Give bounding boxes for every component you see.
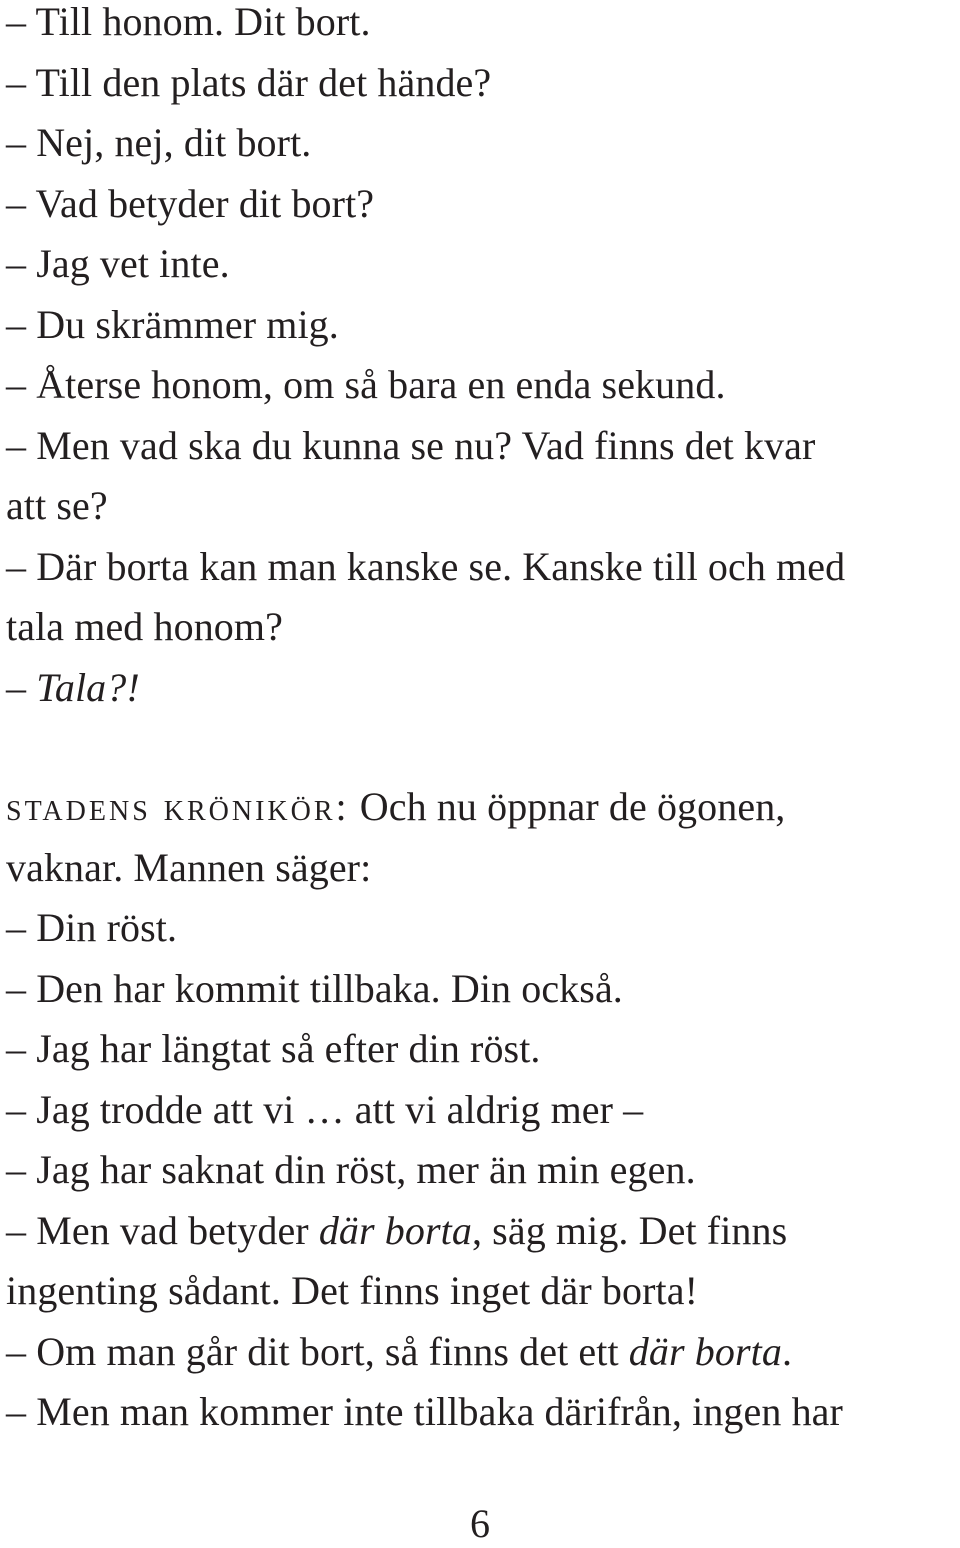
speaker-name: stadens krönikör: — [6, 784, 350, 829]
text-line: – Jag trodde att vi … att vi aldrig mer – — [6, 1086, 644, 1132]
text-line: – Jag har saknat din röst, mer än min egen. — [6, 1147, 696, 1192]
speaker-line — [6, 777, 960, 838]
text-line-italic: – Tala?! — [6, 664, 140, 710]
page-number: 6 — [470, 1501, 490, 1546]
text-line: – Till den plats där det hände? — [6, 59, 492, 105]
section-gap — [6, 718, 960, 777]
text-segment: . — [781, 1328, 793, 1374]
text-line: tala med honom? — [6, 604, 283, 649]
text-segment: – Om man går dit bort, så finns det ett — [6, 1328, 629, 1374]
text-line: att se? — [6, 483, 108, 528]
text-line: – Men man kommer inte tillbaka därifrån, ingen har — [6, 1389, 843, 1434]
speaker-text: Och nu öppnar de ögonen, — [349, 784, 786, 829]
text-line: – Men vad ska du kunna se nu? Vad finns det kvar — [6, 422, 816, 468]
text-emphasis: där borta — [628, 1328, 782, 1374]
text-line: – Den har kommit tillbaka. Din också. — [6, 965, 623, 1011]
text-segment: , säg mig. Det finns — [471, 1207, 788, 1253]
text-line: – Jag vet inte. — [6, 241, 230, 286]
text-line: – Jag har längtat så efter din röst. — [6, 1026, 541, 1071]
text-line: – Återse honom, om så bara en enda sekund. — [6, 362, 726, 407]
page-body — [6, 0, 960, 1443]
text-line: ingenting sådant. Det finns inget där borta! — [6, 1268, 698, 1313]
text-line: – Vad betyder dit bort? — [6, 180, 375, 226]
text-line — [6, 1201, 960, 1262]
text-emphasis: där borta — [318, 1207, 472, 1253]
text-line: vaknar. Mannen säger: — [6, 844, 372, 890]
text-segment: – Men vad betyder — [6, 1207, 319, 1253]
text-line: – Där borta kan man kanske se. Kanske till och med — [6, 543, 846, 589]
text-line: – Nej, nej, dit bort. — [6, 120, 312, 165]
text-line: – Till honom. Dit bort. — [6, 0, 371, 44]
text-line: – Du skrämmer mig. — [6, 301, 339, 347]
text-line: – Din röst. — [6, 905, 178, 950]
text-line — [6, 1322, 960, 1383]
